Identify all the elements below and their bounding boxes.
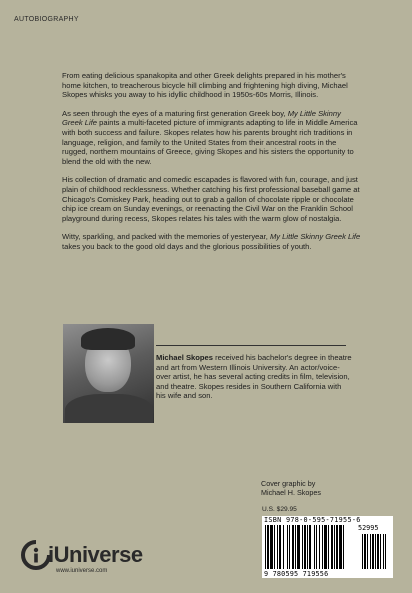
bio-divider: [156, 345, 346, 346]
barcode-bar: [331, 525, 333, 569]
barcode-bar: [324, 525, 327, 569]
barcode-bar: [277, 525, 278, 569]
barcode-bar: [265, 525, 266, 569]
book-title-ref: My Little Skinny Greek Life: [269, 232, 361, 242]
blurb-paragraph-2: [62, 109, 362, 167]
author-photo-shoulders: [65, 394, 153, 423]
barcode-bar: [314, 525, 315, 569]
barcode-addon-bar: [367, 534, 368, 569]
barcode-addon-number: 52995: [358, 524, 379, 532]
iuniverse-swirl-icon: [21, 540, 51, 570]
barcode-addon-bar: [375, 534, 376, 569]
ean-number: 9 780595 719556: [264, 570, 329, 578]
barcode-bar: [295, 525, 296, 569]
barcode-bar: [307, 525, 308, 569]
barcode-addon-bar: [370, 534, 371, 569]
isbn-number: ISBN 978-0-595-71955-6: [264, 516, 361, 524]
blurb-p2-lead: As seen through the eyes of a maturing first generation Greek boy,: [62, 108, 288, 118]
barcode-bars: [265, 525, 391, 570]
barcode-bar: [304, 525, 306, 569]
barcode-bar: [274, 525, 275, 569]
barcode-bar: [279, 525, 281, 569]
barcode-bar: [309, 525, 311, 569]
barcode-addon-bar: [362, 534, 363, 569]
blurb-p4-rest: takes you back to the good old days and the glorious possibilities of youth.: [62, 241, 312, 251]
barcode-bar: [334, 525, 335, 569]
blurb-paragraph-3: His collection of dramatic and comedic escapades is flavored with fun, courage, and just plain of childhood recklessness. Whether catching his first professional baseball game at Chicago's Comiskey Park, heading out to grab a gallon of chocolate ripple or chocolate chip ice cream on Sunday evenings, or reenacting the Civil War on the Franklin School playground during recess, Skopes relates his tales with the warm glow of nostalgia.: [62, 175, 360, 223]
barcode-bar: [283, 525, 284, 569]
barcode-addon-bar: [380, 534, 381, 569]
barcode-bar: [319, 525, 320, 569]
barcode-bar: [339, 525, 342, 569]
barcode-bar: [267, 525, 269, 569]
author-bio: [156, 353, 352, 401]
barcode-bar: [297, 525, 300, 569]
barcode-bar: [270, 525, 273, 569]
author-photo: [63, 324, 154, 423]
isbn-barcode: [262, 516, 393, 578]
back-cover-blurb: [62, 71, 362, 261]
blurb-p2-rest: paints a multi-faceted picture of immigrants adapting to life in Middle America with both success and failure. Skopes relates how his parents brought rich traditions in language, religion, and family to the United States from their ancestral roots in the rugged, northern mountains of Greece, giving Skopes and his sisters the opportunity to blend the old with the new.: [62, 118, 358, 166]
barcode-bar: [343, 525, 344, 569]
price-label: U.S. $29.95: [262, 506, 297, 513]
barcode-bar: [292, 525, 294, 569]
publisher-url: www.iuniverse.com: [56, 568, 108, 574]
blurb-p4-lead: Witty, sparkling, and packed with the memories of yesteryear,: [62, 232, 270, 242]
barcode-addon-bar: [364, 534, 366, 569]
barcode-addon-bar: [385, 534, 386, 569]
barcode-addon-bar: [377, 534, 379, 569]
cover-credit-line-2: Michael H. Skopes: [261, 488, 321, 497]
book-title-ref: My Little Skinny Greek Life: [62, 108, 341, 128]
blurb-paragraph-4: [62, 232, 362, 251]
cover-credit-line-1: Cover graphic by: [261, 479, 316, 488]
barcode-bar: [302, 525, 303, 569]
barcode-bar: [322, 525, 323, 569]
barcode-bar: [287, 525, 288, 569]
author-photo-hair: [81, 328, 135, 350]
barcode-addon-bar: [383, 534, 384, 569]
author-bio-text: [156, 353, 352, 401]
category-label: AUTOBIOGRAPHY: [14, 16, 79, 23]
barcode-bar: [289, 525, 290, 569]
author-name: Michael Skopes: [156, 353, 213, 362]
barcode-bar: [328, 525, 329, 569]
barcode-bar: [336, 525, 338, 569]
barcode-bar: [316, 525, 317, 569]
blurb-paragraph-1: From eating delicious spanakopita and other Greek delights prepared in his mother's home kitchen, to treacherous bicycle hill climbing and frightening high diving, Michael Skopes whisks you away to his idyllic childhood in 1950s-60s Morris, Illinois.: [62, 71, 348, 100]
publisher-logo: [21, 540, 143, 570]
barcode-addon-bar: [372, 534, 374, 569]
author-bio-body: received his bachelor's degree in theatre and art from Western Illinois University. An actor/voice-over artist, he has several acting credits in film, television, and theatre. Skopes resides in Southern California with his wife and son.: [156, 353, 352, 401]
publisher-name: iUniverse: [48, 542, 143, 567]
cover-credit: [261, 479, 321, 497]
